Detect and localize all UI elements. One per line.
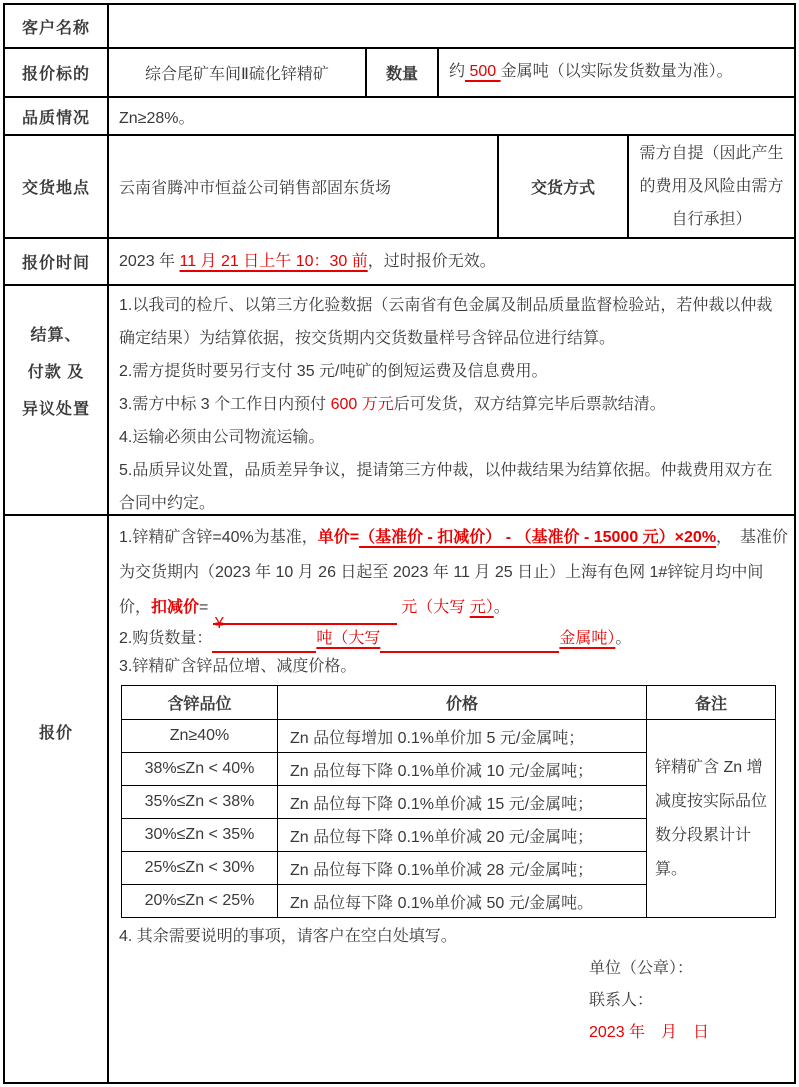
text-segment: 1.以我司的检斤、以第三方化验数据（云南省有色金属及制品质量监督检验站，若仲裁以仲裁确定结果）为结算依据，按交货期内交货数量样号含锌品位进行结算。 <box>119 297 773 347</box>
price-cell: Zn 品位每下降 0.1%单价减 28 元/金属吨； <box>278 852 647 885</box>
quote-time-value <box>109 239 794 284</box>
text-segment: 金属吨） <box>559 630 616 647</box>
grade-column-header: 含锌品位 <box>122 686 278 720</box>
text-segment: 2023 年 <box>119 253 180 270</box>
text-segment: 4.运输必须由公司物流运输。 <box>119 429 325 446</box>
subject-value: 综合尾矿车间Ⅱ硫化锌精矿 <box>109 49 367 96</box>
text-segment: （基准价 - 扣减价） - （基准价 - 15000 元）×20% <box>359 529 717 546</box>
price-cell: Zn 品位每下降 0.1%单价减 20 元/金属吨； <box>278 819 647 852</box>
text-segment: 扣减价 <box>151 599 200 616</box>
customer-value <box>109 5 794 47</box>
list-item <box>119 355 786 388</box>
grade-price-header-row <box>122 686 776 720</box>
price-cell: Zn 品位每下降 0.1%单价减 50 元/金属吨。 <box>278 885 647 918</box>
text-segment: 11 月 21 日上午 10：30 前 <box>179 253 368 270</box>
other-notes-paragraph: 4. 其余需要说明的事项，请客户在空白处填写。 <box>119 928 457 945</box>
row-delivery <box>5 136 794 239</box>
quality-value: Zn≥28%。 <box>119 109 195 127</box>
text-segment: 金属吨（以实际发货数量为准）。 <box>500 63 733 80</box>
text-segment: 后可发货，双方结算完毕后票款结清。 <box>393 396 666 413</box>
quotation-table <box>3 3 796 1084</box>
text-segment: 3.需方中标 3 个工作日内预付 <box>119 396 331 413</box>
list-item <box>119 421 786 454</box>
grade-price-table <box>121 685 776 918</box>
settlement-label-line: 结算、 <box>30 326 82 344</box>
row-subject <box>5 49 794 98</box>
quantity-label: 数量 <box>367 49 439 96</box>
delivery-place-value: 云南省腾冲市恒益公司销售部固东货场 <box>109 136 499 237</box>
text-segment: = <box>199 599 213 616</box>
date-line: 2023 年 月 日 <box>589 1024 710 1041</box>
price-column-header: 价格 <box>278 686 647 720</box>
text-segment: ，过时报价无效。 <box>367 253 496 270</box>
settlement-label-line: 异议处置 <box>21 400 90 418</box>
purchase-quantity-paragraph <box>119 625 790 653</box>
customer-label: 客户名称 <box>5 5 109 47</box>
text-segment: ， 基准价为交货期内（2023 年 10 月 26 日起至 2023 年 11 月 25 日止）上海有色网 1#锌锭月均中间价， <box>119 529 789 616</box>
price-formula-paragraph <box>119 520 790 633</box>
grade-cell: 20%≤Zn < 25% <box>122 885 278 918</box>
price-cell: Zn 品位每增加 0.1%单价加 5 元/金属吨； <box>278 720 647 753</box>
quote-label: 报价 <box>5 516 109 1082</box>
delivery-method-value: 需方自提（因此产生的费用及风险由需方自行承担） <box>639 145 784 228</box>
grade-cell: 25%≤Zn < 30% <box>122 852 278 885</box>
remark-column-header: 备注 <box>647 686 776 720</box>
settlement-label-line: 付款 及 <box>27 363 85 381</box>
list-item <box>119 289 786 355</box>
text-segment: 。 <box>615 630 632 647</box>
text-segment: 吨（大写 <box>316 630 381 647</box>
price-cell: Zn 品位每下降 0.1%单价减 15 元/金属吨； <box>278 786 647 819</box>
text-segment: 500 <box>465 63 501 80</box>
row-quality <box>5 98 794 136</box>
row-settlement <box>5 286 794 516</box>
text-segment: 单价= <box>317 529 360 546</box>
text-segment: 2.购货数量： <box>119 630 213 647</box>
text-segment: ¥ <box>213 606 397 625</box>
grade-cell: Zn≥40% <box>122 720 278 753</box>
quantity-value <box>439 49 794 96</box>
quality-label: 品质情况 <box>5 98 109 134</box>
table-row <box>122 720 776 753</box>
text-segment: 元） <box>469 599 494 616</box>
text-segment <box>212 634 316 653</box>
unit-seal-line: 单位（公章）： <box>589 960 694 977</box>
text-segment: 600 万元 <box>330 396 394 413</box>
text-segment: 。 <box>493 599 510 616</box>
row-quote-time <box>5 239 794 286</box>
row-customer <box>5 5 794 49</box>
grade-cell: 35%≤Zn < 38% <box>122 786 278 819</box>
quote-content <box>109 516 794 1082</box>
row-quote <box>5 516 794 1082</box>
text-segment: 元（大写 <box>396 599 470 616</box>
text-segment <box>380 634 559 653</box>
text-segment: 1.锌精矿含锌=40%为基准， <box>119 529 318 546</box>
list-item <box>119 454 786 514</box>
text-segment: 2.需方提货时要另行支付 35 元/吨矿的倒短运费及信息费用。 <box>119 363 548 380</box>
grade-cell: 38%≤Zn < 40% <box>122 753 278 786</box>
price-cell: Zn 品位每下降 0.1%单价减 10 元/金属吨； <box>278 753 647 786</box>
quote-time-label: 报价时间 <box>5 239 109 284</box>
contact-line: 联系人： <box>589 992 654 1009</box>
text-segment: 约 <box>449 63 466 80</box>
settlement-terms-list <box>109 286 794 514</box>
list-item <box>119 388 786 421</box>
delivery-method-label: 交货方式 <box>499 136 629 237</box>
delivery-place-label: 交货地点 <box>5 136 109 237</box>
text-segment: 5.品质异议处置，品质差异争议，提请第三方仲裁，以仲裁结果为结算依据。仲裁费用双方在合同中约定。 <box>119 462 773 512</box>
signature-block <box>589 953 790 1049</box>
subject-label: 报价标的 <box>5 49 109 96</box>
grade-price-intro: 3.锌精矿含锌品位增、减度价格。 <box>119 658 357 675</box>
settlement-label <box>5 286 109 514</box>
remark-cell: 锌精矿含 Zn 增减度按实际品位数分段累计计算。 <box>647 720 776 918</box>
grade-cell: 30%≤Zn < 35% <box>122 819 278 852</box>
